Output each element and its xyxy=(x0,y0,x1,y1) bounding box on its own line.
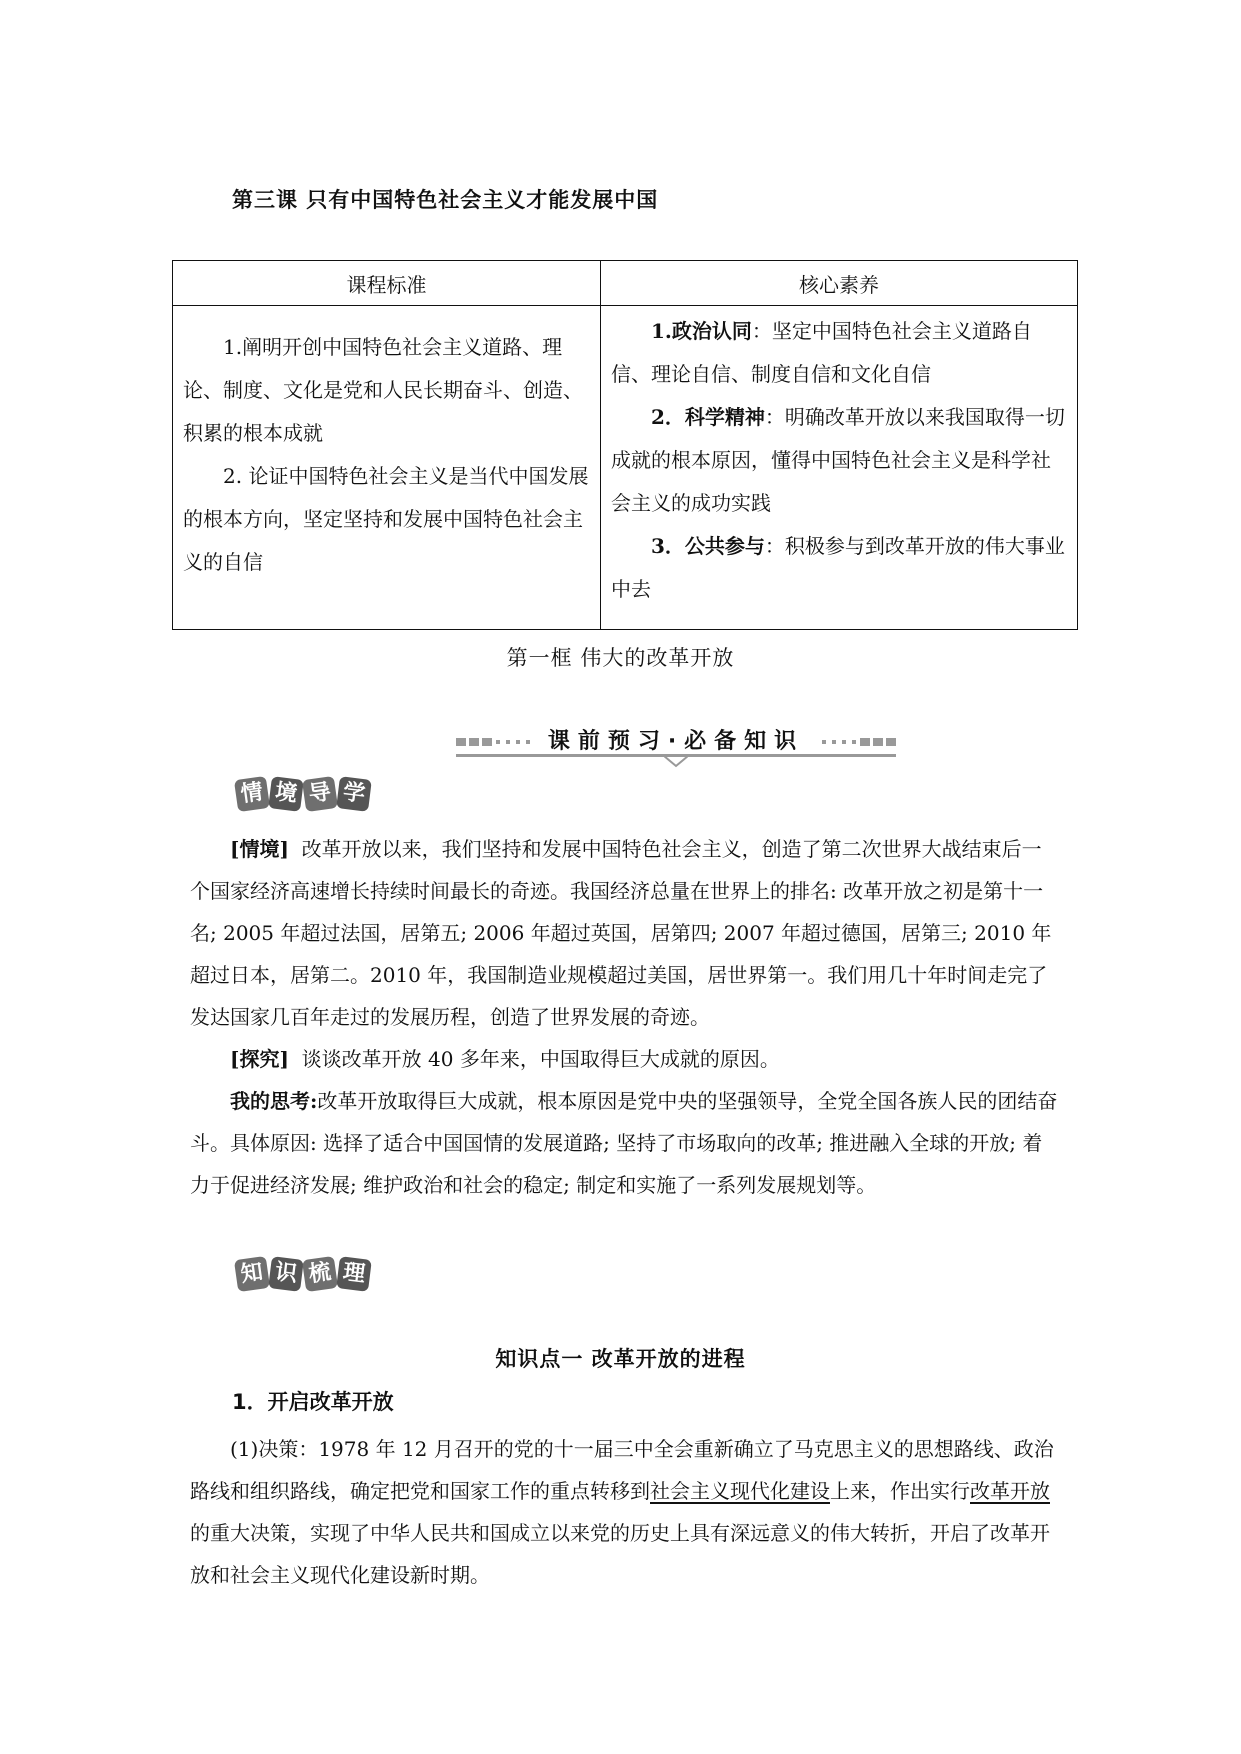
situation-paragraph xyxy=(190,828,1060,1038)
standards-table xyxy=(172,260,1078,630)
literacy-label: 2．科学精神 xyxy=(651,405,765,429)
banner-right-dots-icon xyxy=(816,738,896,746)
situation-badge xyxy=(236,778,372,814)
decision-prefix: (1)决策：1978 年 12 月召开的党的十一届三中全会重新确立了马克思主义的思想路线、政治路线和组织路线，确定把党和国家工作的重点转移到 xyxy=(190,1437,1054,1503)
subheading: 1．开启改革开放 xyxy=(232,1390,394,1414)
decision-paragraph xyxy=(190,1428,1060,1596)
preview-banner xyxy=(456,722,896,762)
standard-item: 2. 论证中国特色社会主义是当代中国发展的根本方向，坚定坚持和发展中国特色社会主义的自信 xyxy=(183,464,589,574)
explore-text: 谈谈改革开放 40 多年来，中国取得巨大成就的原因。 xyxy=(301,1047,780,1071)
table-header-standards: 课程标准 xyxy=(173,261,601,306)
literacy-label: 3．公共参与 xyxy=(651,534,765,558)
badge-char: 境 xyxy=(268,776,304,812)
table-header-literacy: 核心素养 xyxy=(601,261,1078,306)
banner-left-dots-icon xyxy=(456,738,536,746)
decision-underline-2: 改革开放 xyxy=(970,1479,1050,1503)
explore-tag: [探究] xyxy=(230,1047,289,1071)
badge-char: 学 xyxy=(336,776,372,812)
explore-paragraph xyxy=(190,1038,1060,1080)
literacy-text: ：积极参与到改革开放的伟大事业中去 xyxy=(611,534,1065,601)
knowledge-point-title: 知识点一 改革开放的进程 xyxy=(495,1347,746,1371)
situation-block xyxy=(190,828,1060,1206)
literacy-item xyxy=(611,525,1067,611)
banner-chevron-icon xyxy=(664,756,688,768)
literacy-cell xyxy=(601,306,1078,630)
situation-text: 改革开放以来，我们坚持和发展中国特色社会主义，创造了第二次世界大战结束后一个国家经济高速增长持续时间最长的奇迹。我国经济总量在世界上的排名: 改革开放之初是第十一名; 2005 年超过法国，居第五; 2006 年超过英国，居第四; 2007 年超过德国，居第三; 2010 年超过日本，居第二。2010 年，我国制造业规模超过美国，居世界第一。我们用几十年时间走完了发达国家几百年走过的发展历程，创造了世界发展的奇迹。 xyxy=(190,837,1052,1029)
standards-cell xyxy=(173,306,601,630)
literacy-text: ：明确改革开放以来我国取得一切成就的根本原因，懂得中国特色社会主义是科学社会主义的成功实践 xyxy=(611,405,1065,515)
decision-suffix: 的重大决策，实现了中华人民共和国成立以来党的历史上具有深远意义的伟大转折，开启了改革开放和社会主义现代化建设新时期。 xyxy=(190,1521,1050,1587)
badge-char: 知 xyxy=(234,1256,270,1292)
section-title: 第一框 伟大的改革开放 xyxy=(506,646,735,670)
decision-mid: 上来，作出实行 xyxy=(830,1479,970,1503)
badge-char: 理 xyxy=(336,1256,372,1292)
banner-label: 课前预习·必备知识 xyxy=(547,729,805,754)
badge-char: 导 xyxy=(302,776,338,812)
situation-tag: [情境] xyxy=(230,837,289,861)
literacy-item xyxy=(611,396,1067,525)
badge-char: 情 xyxy=(234,776,270,812)
decision-block xyxy=(190,1428,1060,1596)
badge-char: 识 xyxy=(268,1256,304,1292)
lesson-title: 第三课 只有中国特色社会主义才能发展中国 xyxy=(232,188,659,212)
standard-item: 1.阐明开创中国特色社会主义道路、理论、制度、文化是党和人民长期奋斗、创造、积累的根本成就 xyxy=(183,335,583,445)
literacy-item xyxy=(611,310,1067,396)
literacy-text: ：坚定中国特色社会主义道路自信、理论自信、制度自信和文化自信 xyxy=(611,319,1032,386)
think-tag: 我的思考: xyxy=(230,1089,318,1113)
knowledge-badge xyxy=(236,1258,372,1294)
badge-char: 梳 xyxy=(302,1256,338,1292)
think-text: 改革开放取得巨大成就，根本原因是党中央的坚强领导，全党全国各族人民的团结奋斗。具体原因: 选择了适合中国国情的发展道路; 坚持了市场取向的改革; 推进融入全球的开放; 着力于促进经济发展; 维护政治和社会的稳定; 制定和实施了一系列发展规划等。 xyxy=(190,1089,1058,1197)
think-paragraph xyxy=(190,1080,1060,1206)
literacy-label: 1.政治认同 xyxy=(651,319,752,343)
decision-underline-1: 社会主义现代化建设 xyxy=(650,1479,830,1503)
